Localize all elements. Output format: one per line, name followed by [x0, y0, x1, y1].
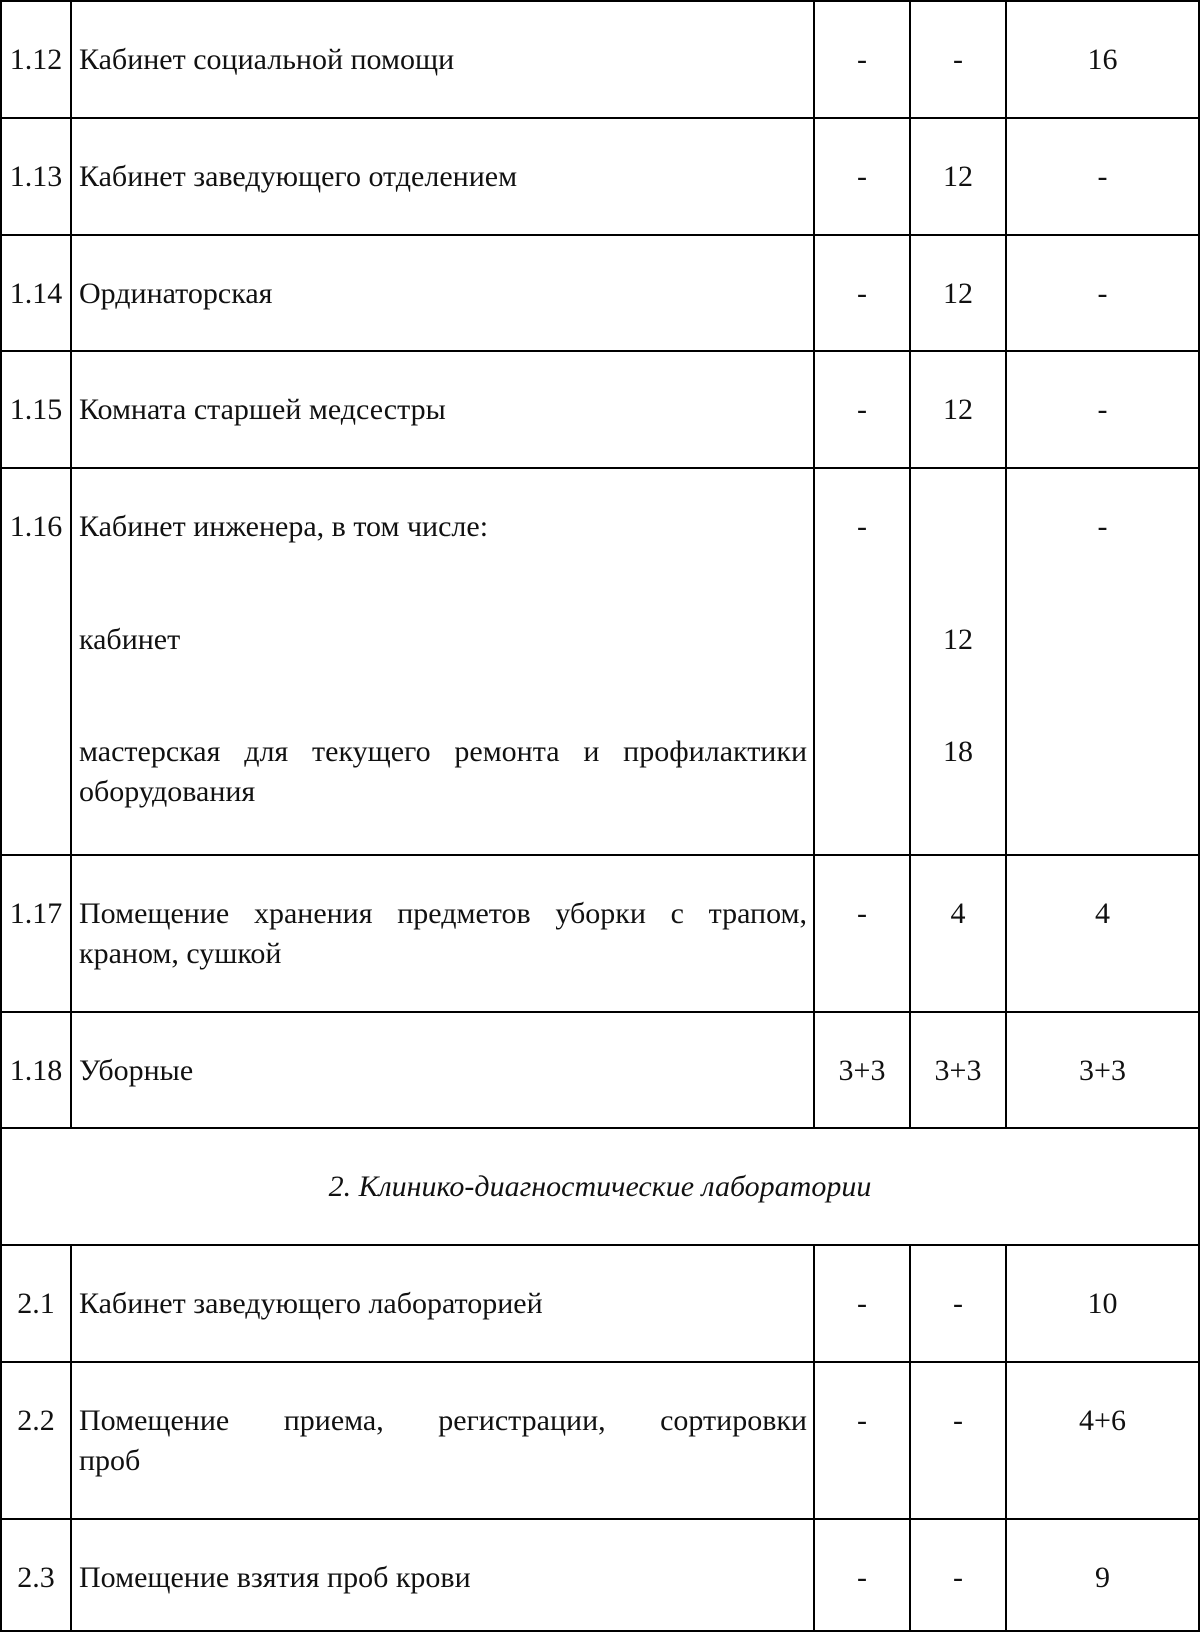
value-col-2-group: [910, 468, 1006, 855]
value-col-3: 9: [1006, 1519, 1199, 1631]
value-col-1: -: [814, 118, 910, 235]
value-col-1: -: [814, 855, 910, 1012]
row-number: 1.13: [1, 118, 71, 235]
room-name-group: [71, 855, 814, 1012]
value-col-3: 4+6: [1006, 1362, 1199, 1519]
value-col-2: -: [910, 1, 1006, 118]
sub-value-workshop: 18: [943, 735, 973, 769]
section-title: 2. Клинико-диагностические лаборатории: [1, 1128, 1199, 1245]
value-col-1: -: [814, 1245, 910, 1362]
value-col-3: -: [1006, 235, 1199, 351]
sub-room-name-cabinet: кабинет: [79, 622, 181, 656]
row-number: 1.12: [1, 1, 71, 118]
sub-room-name-workshop-line2: оборудования: [79, 774, 256, 808]
value-col-3: 16: [1006, 1, 1199, 118]
value-col-2: -: [910, 1519, 1006, 1631]
row-number: 2.1: [1, 1245, 71, 1362]
value-col-3: -: [1006, 118, 1199, 235]
room-name-line2: проб: [79, 1443, 141, 1477]
room-name-line2: краном, сушкой: [79, 936, 282, 970]
value-col-1: -: [814, 235, 910, 351]
row-number: 1.14: [1, 235, 71, 351]
value-col-2: -: [910, 1245, 1006, 1362]
row-number: 2.2: [1, 1362, 71, 1519]
table-row: [1, 235, 1199, 351]
sub-value-cabinet: 12: [943, 622, 973, 656]
value-col-1: -: [814, 1, 910, 118]
room-name: Уборные: [71, 1012, 814, 1128]
row-number: 2.3: [1, 1519, 71, 1631]
value-col-3: 10: [1006, 1245, 1199, 1362]
room-name: Ординаторская: [71, 235, 814, 351]
room-name: Помещение взятия проб крови: [71, 1519, 814, 1631]
room-name-line1: Помещение хранения предметов уборки с трапом,: [79, 897, 807, 930]
value-col-1: -: [814, 468, 910, 855]
table-row: [1, 118, 1199, 235]
room-name: Кабинет заведующего лабораторией: [71, 1245, 814, 1362]
room-name: Кабинет инженера, в том числе:: [79, 510, 489, 543]
value-col-2: 12: [910, 118, 1006, 235]
row-number: 1.15: [1, 351, 71, 468]
value-col-1: -: [814, 351, 910, 468]
table-row: [1, 468, 1199, 855]
value-col-3: 3+3: [1006, 1012, 1199, 1128]
row-number: 1.18: [1, 1012, 71, 1128]
table-row: [1, 351, 1199, 468]
room-name-group: [71, 1362, 814, 1519]
table-row: [1, 855, 1199, 1012]
row-number: 1.17: [1, 855, 71, 1012]
table-row: [1, 1245, 1199, 1362]
table-row: [1, 1012, 1199, 1128]
value-col-2: 12: [910, 235, 1006, 351]
value-col-1: -: [814, 1362, 910, 1519]
section-header-row: [1, 1128, 1199, 1245]
value-col-2: -: [910, 1362, 1006, 1519]
room-name-line1: Помещение приема, регистрации, сортировки: [79, 1404, 807, 1437]
table-row: [1, 1362, 1199, 1519]
table-row: [1, 1, 1199, 118]
sub-room-name-workshop-line1: мастерская для текущего ремонта и профилактики: [79, 735, 807, 769]
room-name: Комната старшей медсестры: [71, 351, 814, 468]
value-col-1: -: [814, 1519, 910, 1631]
value-col-3: 4: [1006, 855, 1199, 1012]
room-name-group: [71, 468, 814, 855]
value-col-2: 3+3: [910, 1012, 1006, 1128]
room-name: Кабинет социальной помощи: [71, 1, 814, 118]
value-col-3: -: [1006, 351, 1199, 468]
table-row: [1, 1519, 1199, 1631]
room-name: Кабинет заведующего отделением: [71, 118, 814, 235]
row-number: 1.16: [1, 468, 71, 855]
value-col-2: 12: [910, 351, 1006, 468]
value-col-3: -: [1006, 468, 1199, 855]
value-col-1: 3+3: [814, 1012, 910, 1128]
value-col-2: 4: [910, 855, 1006, 1012]
